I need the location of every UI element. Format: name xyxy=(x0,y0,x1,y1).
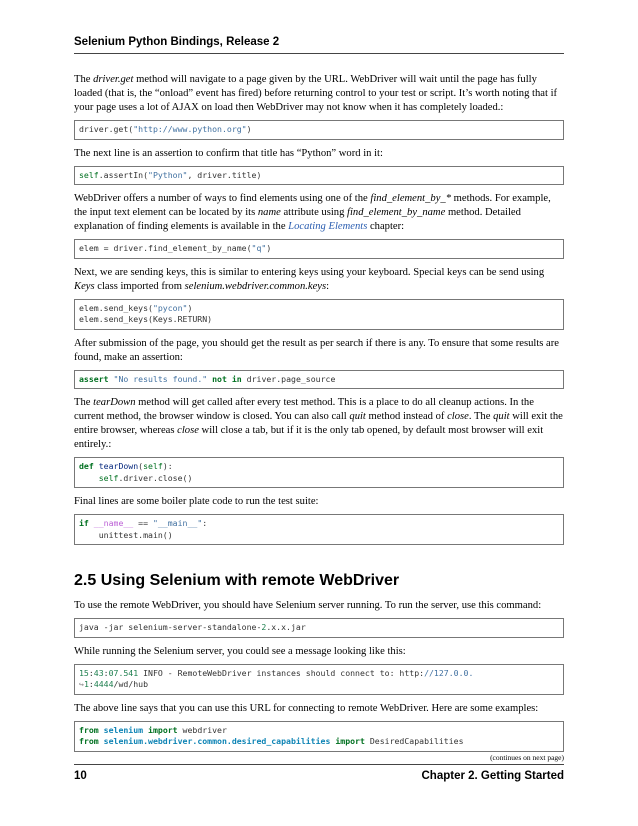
code-block-assert-in: self.assertIn("Python", driver.title) xyxy=(74,166,564,186)
paragraph-assertion: The next line is an assertion to confirm that title has “Python” word in it: xyxy=(74,147,383,159)
code-block-find-element: elem = driver.find_element_by_name("q") xyxy=(74,239,564,259)
paragraph-teardown: The tearDown method will get called after every test method. This is a place to do all cleanup actions. In the current method, the browser window is closed. You can also call quit method instead of close. The quit will exit the entire browser, whereas close will close a tab, but if it is the only tab opened, by default most browser will exit entirely.: xyxy=(74,397,563,450)
paragraph-examples: The above line says that you can use this URL for connecting to remote WebDriver. Here are some examples: xyxy=(74,702,539,714)
header-rule xyxy=(74,53,564,54)
code-block-server-log: 15:43:07.541 INFO - RemoteWebDriver instances should connect to: http://127.0.0. ↪1:4444/wd/hub xyxy=(74,664,564,695)
code-block-send-keys: elem.send_keys("pycon") elem.send_keys(Keys.RETURN) xyxy=(74,299,564,330)
running-header: Selenium Python Bindings, Release 2 xyxy=(74,36,280,48)
code-block-driver-get: driver.get("http://www.python.org") xyxy=(74,120,564,140)
paragraph-driver-get: The driver.get method will navigate to a page given by the URL. WebDriver will wait until the page has fully loaded (that is, the “onload” event has fired) before returning control to your test or script. It’s worth noting that if your page uses a lot of AJAX on load then WebDriver may not know when it has completely loaded.: xyxy=(74,74,558,113)
code-block-teardown: def tearDown(self): self.driver.close() xyxy=(74,457,564,488)
code-block-assert-results: assert "No results found." not in driver.page_source xyxy=(74,370,564,390)
paragraph-server-message: While running the Selenium server, you could see a message looking like this: xyxy=(74,645,406,657)
code-block-main: if __name__ == "__main__": unittest.main() xyxy=(74,514,564,545)
paragraph-send-keys: Next, we are sending keys, this is similar to entering keys using your keyboard. Special keys can be send using Keys class imported from selenium.webdriver.common.keys: xyxy=(74,266,545,292)
continues-note: (continues on next page) xyxy=(490,752,564,762)
paragraph-find-elements: WebDriver offers a number of ways to find elements using one of the find_element_by_* methods. For example, the input text element can be located by its name attribute using find_element_by_name method. Detailed explanation of finding elements is available in the Locating Elements chapter: xyxy=(74,193,551,232)
paragraph-results: After submission of the page, you should get the result as per search if there is any. To ensure that some results are found, make an assertion: xyxy=(74,337,559,363)
paragraph-remote-webdriver: To use the remote WebDriver, you should have Selenium server running. To run the server, use this command: xyxy=(74,600,542,611)
locating-elements-link[interactable]: Locating Elements xyxy=(288,221,368,232)
page-number: 10 xyxy=(74,770,87,782)
section-heading: 2.5 Using Selenium with remote WebDriver xyxy=(74,572,400,589)
paragraph-boilerplate: Final lines are some boiler plate code to run the test suite: xyxy=(74,496,319,507)
chapter-title: Chapter 2. Getting Started xyxy=(421,770,564,782)
footer-rule xyxy=(74,764,564,765)
code-block-imports: from selenium import webdriver from selenium.webdriver.common.desired_capabilities import DesiredCapabilities xyxy=(74,721,564,752)
page-content xyxy=(74,73,564,762)
code-block-java-jar: java -jar selenium-server-standalone-2.x.x.jar xyxy=(74,618,564,638)
line-continuation-icon: ↪ xyxy=(79,679,84,689)
